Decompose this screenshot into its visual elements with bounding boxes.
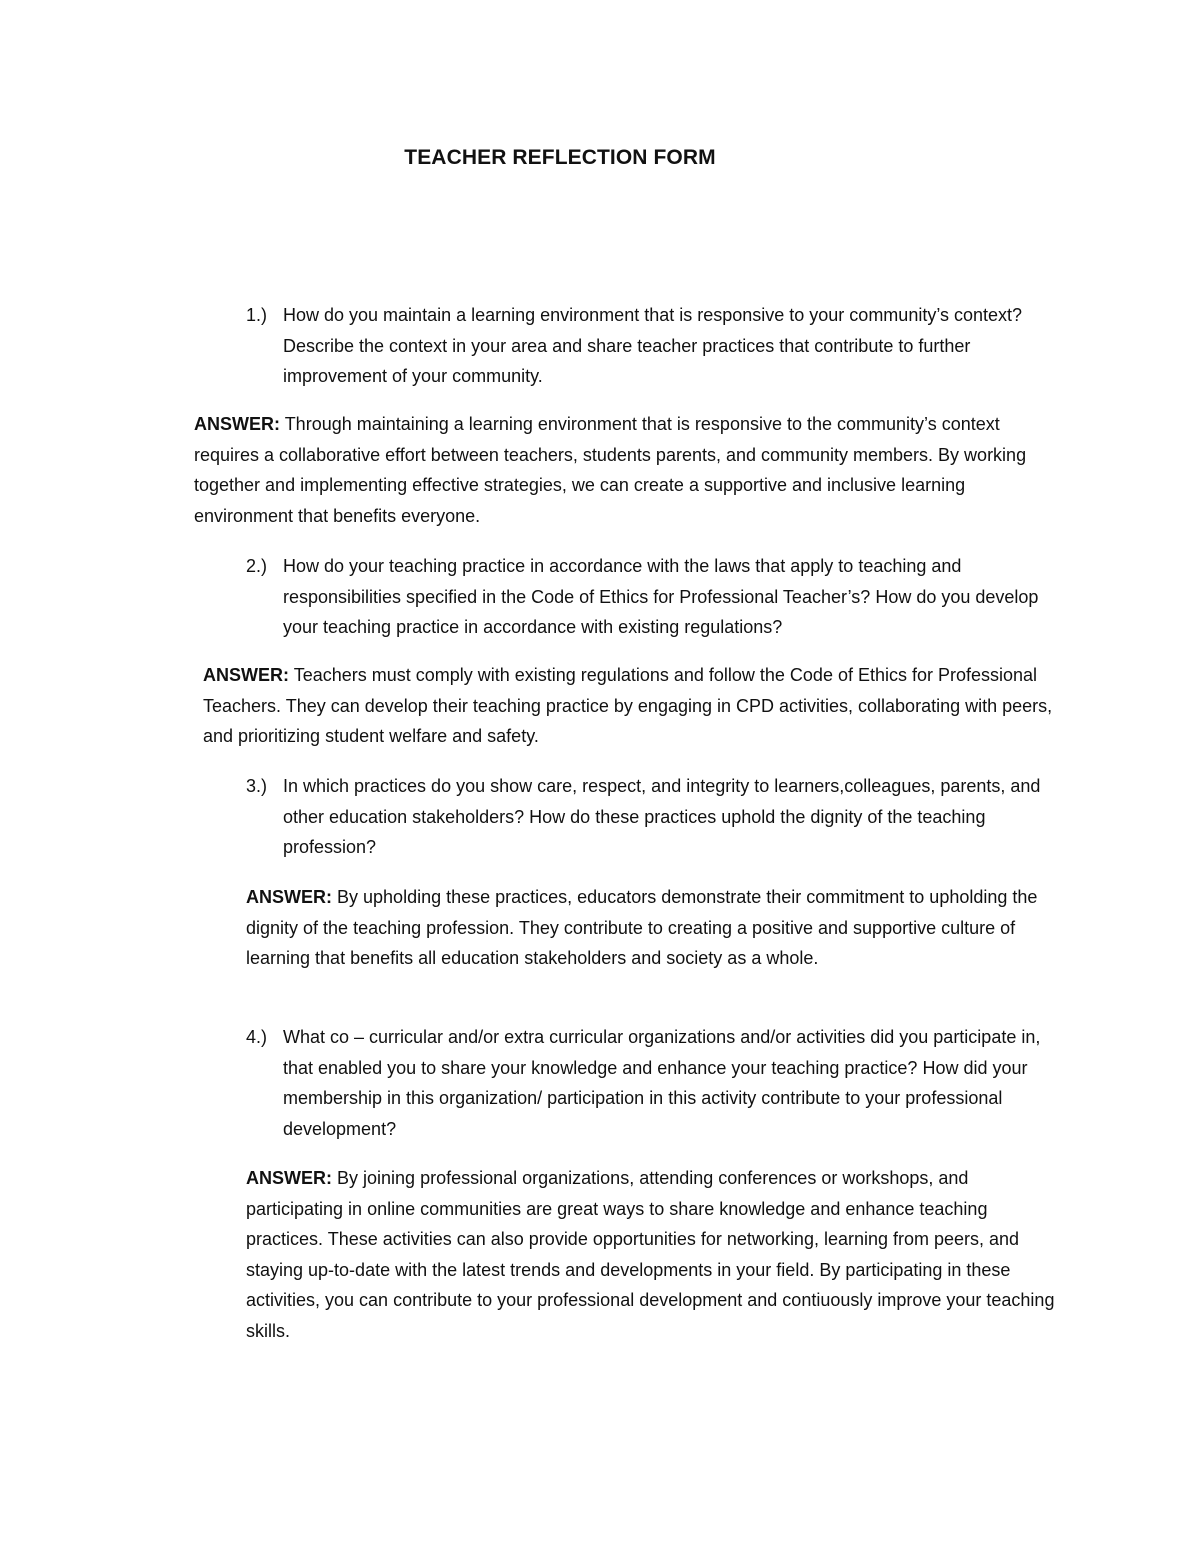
question-1: [246, 300, 1046, 392]
question-2: [246, 551, 1046, 643]
page-title: TEACHER REFLECTION FORM: [404, 146, 716, 169]
answer-3: ANSWER: By upholding these practices, educators demonstrate their commitment to upholding the dignity of the teaching profession. They contribute to creating a positive and supportive culture of learning that benefits all education stakeholders and society as a whole.: [246, 887, 1038, 969]
question-text: In which practices do you show care, respect, and integrity to learners,colleagues, parents, and other education stakeholders? How do these practices uphold the dignity of the teaching profession?: [283, 776, 1041, 858]
question-text: How do you maintain a learning environment that is responsive to your community’s context? Describe the context in your area and share teacher practices that contribute to further improvement of your community.: [283, 305, 1023, 387]
question-number: 1.): [246, 305, 268, 325]
answer-text: Teachers must comply with existing regulations and follow the Code of Ethics for Professional Teachers. They can develop their teaching practice by engaging in CPD activities, collaborating with peers, and prioritizing student welfare and safety.: [203, 665, 1053, 747]
answer-4: ANSWER: By joining professional organizations, attending conferences or workshops, and participating in online communities are great ways to share knowledge and enhance teaching practices. These activities can also provide opportunities for networking, learning from peers, and staying up-to-date with the latest trends and developments in your field. By participating in these activities, you can contribute to your professional development and contiuously improve your teaching skills.: [246, 1168, 1055, 1341]
question-4: [246, 1022, 1046, 1144]
question-number: 2.): [246, 556, 268, 576]
question-3: [246, 771, 1046, 863]
answer-label: ANSWER: [246, 1168, 326, 1188]
question-number: 4.): [246, 1027, 268, 1047]
answer-label: ANSWER: [246, 887, 326, 907]
answer-text: By upholding these practices, educators demonstrate their commitment to upholding the dignity of the teaching profession. They contribute to creating a positive and supportive culture of learning that benefits all education stakeholders and society as a whole.: [246, 887, 1038, 969]
answer-label: ANSWER: [194, 414, 274, 434]
question-text: How do your teaching practice in accordance with the laws that apply to teaching and responsibilities specified in the Code of Ethics for Professional Teacher’s? How do you develop your teaching practice in accordance with existing regulations?: [283, 556, 1039, 638]
answer-2: ANSWER: Teachers must comply with existing regulations and follow the Code of Ethics for Professional Teachers. They can develop their teaching practice by engaging in CPD activities, collaborating with peers, and prioritizing student welfare and safety.: [203, 665, 1053, 747]
answer-1: ANSWER: Through maintaining a learning environment that is responsive to the community’s context requires a collaborative effort between teachers, students parents, and community members. By working together and implementing effective strategies, we can create a supportive and inclusive learning environment that benefits everyone.: [194, 414, 1027, 526]
question-number: 3.): [246, 776, 268, 796]
answer-text: Through maintaining a learning environment that is responsive to the community’s context requires a collaborative effort between teachers, students parents, and community members. By working together and implementing effective strategies, we can create a supportive and inclusive learning environment that benefits everyone.: [194, 414, 1027, 526]
question-text: What co – curricular and/or extra curricular organizations and/or activities did you participate in, that enabled you to share your knowledge and enhance your teaching practice? How did your membership in this organization/ participation in this activity contribute to your professional development?: [283, 1027, 1041, 1139]
answer-label: ANSWER: [203, 665, 283, 685]
answer-text: By joining professional organizations, attending conferences or workshops, and participating in online communities are great ways to share knowledge and enhance teaching practices. These activities can also provide opportunities for networking, learning from peers, and staying up-to-date with the latest trends and developments in your field. By participating in these activities, you can contribute to your professional development and contiuously improve your teaching skills.: [246, 1168, 1055, 1341]
